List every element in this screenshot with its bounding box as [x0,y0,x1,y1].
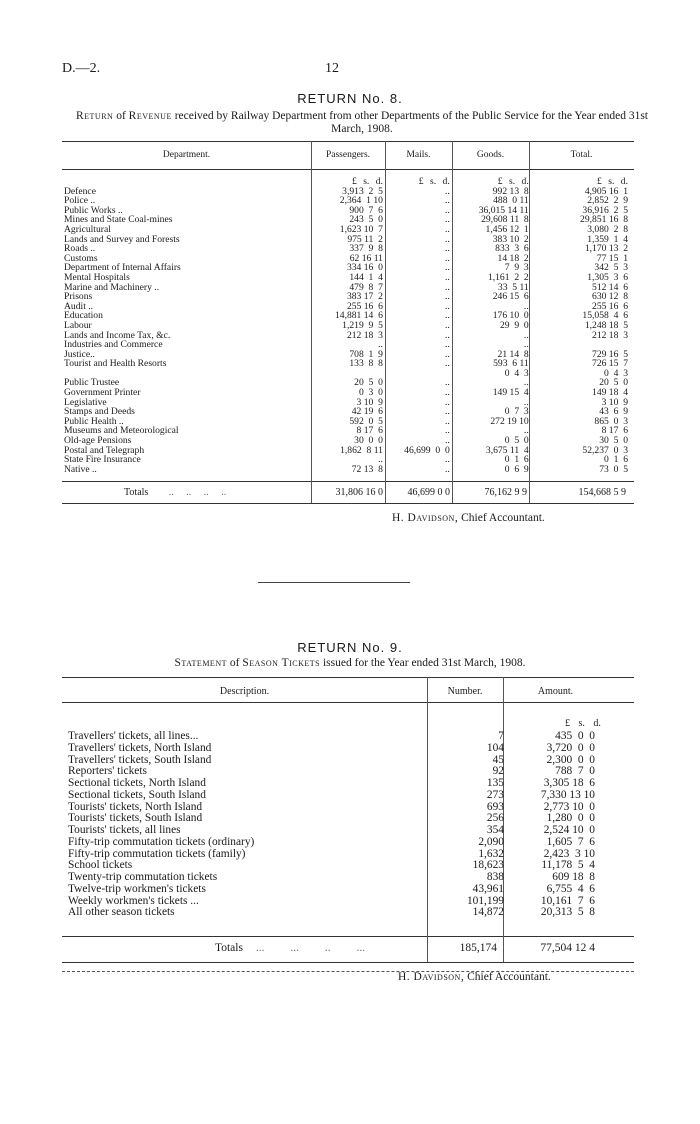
amount-cell: 2,423 3 10 [543,847,595,860]
mails-cell: .. [444,204,450,216]
mails-cell: .. [444,223,450,235]
number-cell: 693 [486,800,504,813]
description-cell: School tickets [68,859,133,872]
goods-cell: 246 15 6 [492,291,529,303]
totals-total: 154,668 5 9 [578,487,626,498]
department-cell [64,455,311,465]
total-cell: 20 5 0 [599,377,628,389]
totals-row-label: Totals ... ... .. ... [215,942,366,954]
passengers-cell: 3 10 9 [356,396,383,408]
passengers-cell: 900 7 6 [349,204,383,216]
passengers-cell: 334 16 0 [346,262,383,274]
subtitle-text: received by Railway Department from other Departments of the Public Service for the Year ended 31st March, 1908. [171,110,648,135]
totals-row-label: Totals .. .. .. .. [62,487,312,498]
number-cell: 14,872 [472,906,504,919]
total-cell: 342 5 3 [594,262,628,274]
mails-cell: .. [444,454,450,466]
column-header-amount: Amount. [537,686,574,697]
mails-cell: .. [444,310,450,322]
department-name: Audit .. [64,300,94,312]
goods-cell: 0 7 3 [504,406,529,418]
goods-cell: 3,675 11 4 [485,444,529,456]
amount-cell: 7,330 13 10 [540,788,595,801]
unit-label: d. [521,176,529,187]
description-cell: Twenty-trip commutation tickets [68,871,218,883]
table-row [68,790,628,802]
description-cell: Travellers' tickets, South Island [68,753,212,766]
description-cell: Sectional tickets, South Island [68,788,206,801]
total-cell: 1,170 13 2 [584,243,628,255]
description-cell: Weekly workmen's tickets ... [68,894,199,907]
totals-top-rule [62,481,634,482]
unit-pence: d. [593,718,601,729]
department-name: Industries and Commerce [64,339,163,351]
number-cell: 135 [486,777,504,789]
department-name: Public Works .. [64,204,123,216]
number-cell: 104 [486,741,504,754]
number-cell: 92 [492,765,504,778]
amount-cell: 6,755 4 6 [546,882,595,895]
department-name: Stamps and Deeds [64,406,135,418]
amount-units [565,718,601,729]
total-cell: 630 12 8 [592,291,628,303]
passengers-cell: 20 5 0 [354,377,383,389]
department-name: Native .. [64,463,97,475]
header-bottom-rule [62,169,634,170]
subtitle-text: issued for the Year ended 31st March, 1908. [320,657,526,669]
table-row [64,398,634,408]
return-9-subtitle [50,657,650,670]
goods-cell: 21 14 8 [497,348,529,360]
number-cell: 45 [492,753,504,766]
document-reference: D.—2. [62,61,101,76]
mails-cell: .. [444,233,450,245]
unit-label: £ [351,176,357,187]
season-tickets-table [68,731,628,919]
amount-cell: 1,280 0 0 [546,812,595,825]
mails-cell: .. [444,243,450,255]
return-8-subtitle [62,110,662,136]
table-row [68,837,628,849]
mails-cell: .. [444,185,450,197]
total-cell: 726 15 7 [592,358,628,370]
goods-cell: 33 5 11 [497,281,529,293]
total-cell: 3 10 9 [601,396,628,408]
mails-cell: .. [444,406,450,418]
total-cell: 29,851 16 8 [580,214,628,226]
passengers-cell: 1,219 9 5 [342,319,383,331]
goods-cell: .. [523,396,529,408]
description-cell: Tourists' tickets, all lines [68,824,181,836]
column-header-total: Total. [570,150,593,160]
totals-number: 185,174 [459,942,497,954]
number-cell: 838 [486,871,504,883]
header-bottom-rule [62,702,634,703]
column-header-department: Department. [162,150,211,160]
goods-cell: .. [523,339,529,351]
passengers-cell: 479 8 7 [349,281,383,293]
total-cell: 1,248 18 5 [584,319,628,331]
department-name: Mines and State Coal-mines [64,214,173,226]
total-cell: 43 6 9 [599,406,628,418]
mails-cell: .. [444,415,450,427]
mails-cell: .. [444,329,450,341]
goods-cell: 272 19 10 [490,415,529,427]
subtitle-keyword: Revenue [128,110,172,122]
mails-cell: .. [444,214,450,226]
mails-cell: .. [444,348,450,360]
mails-cell: .. [444,271,450,283]
goods-cell: .. [523,377,529,389]
mails-cell: 46,699 0 0 [404,444,450,456]
description-cell: All other season tickets [68,906,175,919]
passengers-cell: 0 3 0 [358,387,383,399]
totals-goods: 76,162 9 9 [484,487,527,498]
description-cell: Travellers' tickets, all lines... [68,730,199,742]
unit-label: £ [418,176,424,187]
table-row [64,426,634,436]
goods-cell: 7 9 3 [504,262,529,274]
table-bottom-rule [62,503,634,504]
column-header-number: Number. [447,686,483,697]
unit-label: d. [442,176,450,187]
mails-cell: .. [444,339,450,351]
mails-cell: .. [444,262,450,274]
table-row [68,731,628,743]
amount-cell: 3,720 0 0 [546,741,595,754]
number-cell: 43,961 [472,882,504,895]
mails-cell: .. [444,319,450,331]
department-cell [64,283,311,293]
goods-cell: 14 18 2 [497,252,529,264]
passengers-cell: 62 16 11 [349,252,383,264]
amount-cell: 2,773 10 0 [543,800,595,813]
table-row [68,755,628,767]
passengers-cell: 255 16 6 [346,300,383,312]
table-row [64,359,634,369]
department-name: Old-age Pensions [64,435,132,447]
mails-cell: .. [444,463,450,475]
passengers-cell: 1,623 10 7 [339,223,383,235]
unit-label: s. [608,176,615,187]
department-name: Government Printer [64,387,141,399]
goods-cell: 0 4 3 [504,367,529,379]
signature-title: Chief Accountant. [461,512,545,524]
passengers-cell: 337 9 8 [349,243,383,255]
total-cell: 1,359 1 4 [587,233,628,245]
unit-label: s. [508,176,516,187]
goods-cell: 36,015 14 11 [478,204,529,216]
mails-cell: .. [444,252,450,264]
totals-passengers: 31,806 16 0 [335,487,383,498]
total-cell: 512 14 6 [592,281,628,293]
department-name: Legislative [64,396,107,408]
amount-cell: 788 7 0 [555,765,595,778]
totals-amount: 77,504 12 4 [540,942,595,954]
total-cell: 212 18 3 [592,329,628,341]
table-bottom-rule [62,962,634,963]
department-name: Department of Internal Affairs [64,262,181,274]
department-name: Marine and Machinery .. [64,281,160,293]
table-row [68,743,628,755]
number-cell: 256 [486,812,504,825]
number-cell: 1,632 [478,847,504,860]
passengers-cell: 2,364 1 10 [339,195,383,207]
total-cell: 8 17 6 [601,425,628,437]
table-row [64,455,634,465]
passengers-cell: .. [378,454,383,466]
goods-cell: 1,456 12 1 [485,223,529,235]
goods-cell: 29 9 0 [499,319,529,331]
table-row [64,378,634,388]
description-cell: Sectional tickets, North Island [68,777,206,789]
department-cell [64,465,311,475]
mails-cell: .. [444,300,450,312]
totals-mails: 46,699 0 0 [407,487,450,498]
department-cell [64,244,311,254]
mails-cell: .. [444,195,450,207]
department-name: Agricultural [64,223,111,235]
revenue-table [64,177,634,474]
amount-cell: 1,605 7 6 [546,835,595,848]
subtitle-of: of [116,110,126,122]
unit-label: d. [375,176,383,187]
goods-cell: 1,161 2 2 [487,271,529,283]
return-9-title: RETURN No. 9. [297,640,403,655]
table-row [64,465,634,475]
table-row [68,825,628,837]
passengers-cell: 30 0 0 [354,435,383,447]
amount-cell: 2,300 0 0 [546,753,595,766]
department-name: Public Health .. [64,415,124,427]
mails-cell: .. [444,291,450,303]
description-cell: Travellers' tickets, North Island [68,741,212,754]
number-cell: 354 [486,824,504,836]
department-name: Mental Hospitals [64,271,130,283]
table-top-rule [62,677,634,678]
mails-cell: .. [444,425,450,437]
totals-label: Totals [124,487,149,498]
passengers-cell: 708 1 9 [349,348,383,360]
signature-name: H. Davidson, [392,512,459,524]
goods-cell: .. [523,300,529,312]
totals-top-rule [62,936,634,937]
table-top-rule [62,141,634,142]
goods-cell: .. [523,425,529,437]
department-name: Lands and Survey and Forests [64,233,180,245]
mails-cell: .. [444,396,450,408]
passengers-cell: 975 11 2 [347,233,383,245]
mails-cell: .. [444,281,450,293]
section-separator [258,582,410,583]
column-header-mails: Mails. [406,150,431,160]
number-cell: 18,623 [472,859,504,872]
goods-cell: 176 10 0 [492,310,529,322]
total-cell: 52,237 0 3 [582,444,628,456]
table-row [64,388,634,398]
department-name: Public Trustee [64,377,120,389]
signature-name: H. Davidson, [398,971,465,983]
number-cell: 273 [486,788,504,801]
page-number: 12 [325,61,339,76]
total-cell: 255 16 6 [592,300,628,312]
subtitle-of: of [229,657,240,669]
department-cell [64,340,311,350]
description-cell: Fifty-trip commutation tickets (family) [68,847,246,860]
total-cell: 1,305 3 6 [587,271,628,283]
total-cell: 0 4 3 [604,367,628,379]
description-cell: Reporters' tickets [68,765,147,778]
amount-cell: 3,305 18 6 [543,777,595,789]
column-header-goods: Goods. [476,150,505,160]
goods-cell: 0 6 9 [504,463,529,475]
description-cell: Tourists' tickets, North Island [68,800,203,813]
goods-cell: 0 1 6 [504,454,529,466]
department-name: Education [64,310,103,322]
table-row [64,369,634,379]
amount-cell: 10,161 7 6 [540,894,595,907]
total-cell: 3,080 2 8 [587,223,628,235]
subtitle-lead: Return [75,110,114,122]
total-cell: 149 18 4 [592,387,628,399]
table-row [68,778,628,790]
total-cell: 4,905 16 1 [584,185,628,197]
department-name: Labour [64,319,92,331]
passengers-cell: 592 0 5 [349,415,383,427]
goods-cell: 488 0 11 [493,195,529,207]
department-name: Prisons [64,291,93,303]
unit-label: d. [620,176,628,187]
total-cell: 30 5 0 [599,435,628,447]
department-name: Defence [64,185,96,197]
table-row [64,446,634,456]
passengers-cell: 133 8 8 [349,358,383,370]
passengers-cell: 243 5 0 [349,214,383,226]
amount-cell: 2,524 10 0 [543,824,595,836]
department-name: Lands and Income Tax, &c. [64,329,171,341]
mails-cell: .. [444,358,450,370]
table-row [68,907,628,919]
goods-cell: 0 5 0 [504,435,529,447]
passengers-cell: 14,881 14 6 [334,310,383,322]
table-row [64,244,634,254]
mails-cell [385,369,452,379]
passengers-cell: 3,913 2 5 [342,185,383,197]
unit-label: £ [597,176,602,187]
department-name: Museums and Meteorological [64,425,179,437]
passengers-cell: 144 1 4 [349,271,383,283]
table-row [68,884,628,896]
mails-cell: .. [444,435,450,447]
amount-cell: 11,178 5 4 [541,859,595,872]
department-name: Police .. [64,195,96,207]
number-cell: 7 [498,730,504,742]
mails-cell: .. [444,387,450,399]
goods-cell: 383 10 2 [492,233,529,245]
total-cell: 15,058 4 6 [582,310,628,322]
total-cell: 73 0 5 [599,463,628,475]
department-cell [64,311,311,321]
column-header-description: Description. [219,686,270,697]
department-cell [64,187,311,197]
total-cell: 77 15 1 [596,252,628,264]
unit-label: s. [430,176,437,187]
department-cell [64,235,311,245]
total-cell: 0 1 6 [604,454,628,466]
department-name: State Fire Insurance [64,454,141,466]
subtitle-lead: Statement [174,657,227,669]
unit-pound: £ [565,718,570,729]
column-header-passengers: Passengers. [325,150,371,160]
department-cell [64,359,311,369]
amount-cell: 435 0 0 [555,730,595,742]
signature-title: Chief Accountant. [467,971,551,983]
goods-cell: .. [523,329,529,341]
return-8-title: RETURN No. 8. [297,91,403,106]
goods-cell: 593 6 11 [493,358,529,370]
return-9-signature [398,971,551,983]
passengers-cell: 1,862 8 11 [340,444,383,456]
table-row [68,872,628,884]
unit-label: s. [363,176,370,187]
department-name: Justice.. [64,348,95,360]
mails-cell: .. [444,377,450,389]
total-cell: 36,916 2 5 [582,204,628,216]
return-8-signature [392,512,545,524]
passengers-cell: 383 17 2 [346,291,383,303]
amount-cell: 20,313 5 8 [540,906,595,919]
passengers-cell: 72 13 8 [351,463,383,475]
unit-label: £ [497,176,503,187]
department-name: Roads .. [64,243,96,255]
goods-cell: 992 13 8 [492,185,529,197]
totals-label: Totals [215,942,243,954]
unit-shilling: s. [578,718,585,729]
department-name: Postal and Telegraph [64,444,145,456]
total-cell: 729 16 5 [592,348,628,360]
goods-cell: 29,608 11 8 [481,214,529,226]
passengers-cell: 8 17 6 [356,425,383,437]
description-cell: Twelve-trip workmen's tickets [68,882,206,895]
amount-cell: 609 18 8 [552,871,595,883]
goods-cell: 833 3 6 [495,243,529,255]
goods-cell: 149 15 4 [492,387,529,399]
department-cell [64,292,311,302]
total-cell: 865 0 3 [594,415,628,427]
number-cell: 101,199 [466,894,504,907]
description-cell: Tourists' tickets, South Island [68,812,203,825]
description-cell: Fifty-trip commutation tickets (ordinary) [68,835,255,848]
subtitle-keyword: Season Tickets [242,657,321,669]
number-cell: 2,090 [478,835,504,848]
passengers-cell: 212 18 3 [346,329,383,341]
total-cell: 2,852 2 9 [587,195,628,207]
passengers-cell: .. [378,339,383,351]
department-name: Tourist and Health Resorts [64,358,167,370]
passengers-cell: 42 19 6 [351,406,383,418]
department-name: Customs [64,252,98,264]
